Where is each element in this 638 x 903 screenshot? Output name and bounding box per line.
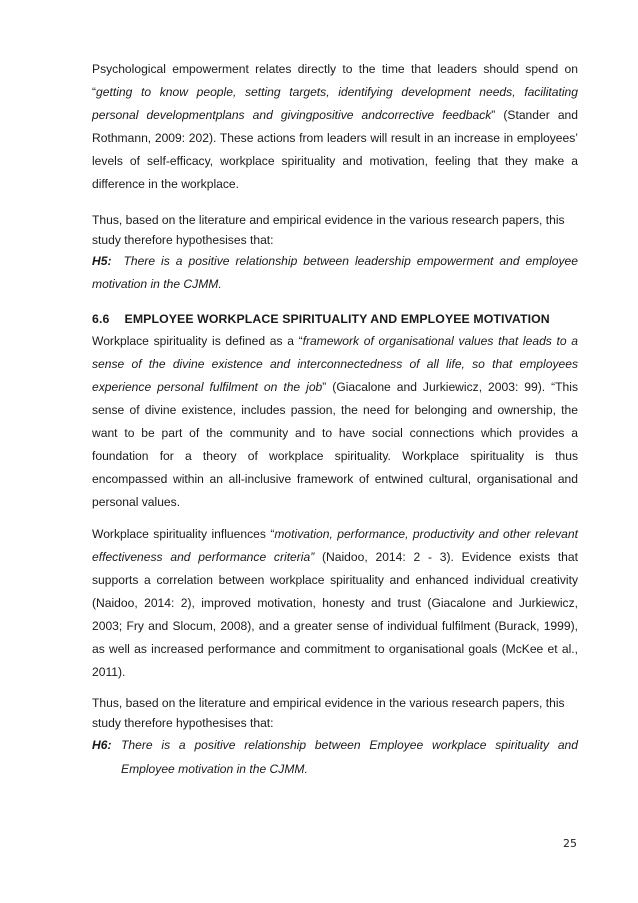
page-number: 25 bbox=[563, 837, 577, 850]
hypothesis-h5 bbox=[92, 250, 578, 296]
paragraph-hypothesis-intro-1: Thus, based on the literature and empirical evidence in the various research papers, this study therefore hypothesises that: bbox=[92, 213, 565, 247]
p3-text-end: ” (Giacalone and Jurkiewicz, 2003: 99). “This sense of divine existence, includes passion, the need for belonging and ownership, the want to be part of the community and to have social connections which provides a foundation for a theory of workplace spirituality. Workplace spirituality is thus encompassed within an all-inclusive framework of entwined cultural, organisational and personal values. bbox=[92, 380, 578, 509]
h6-label: H6: bbox=[92, 738, 112, 752]
paragraph-hypothesis-intro-2: Thus, based on the literature and empirical evidence in the various research papers, this study therefore hypothesises that: bbox=[92, 696, 565, 730]
p1-text-start: Psychological empowerment relates directly to the time that leaders should spend on “ bbox=[92, 62, 578, 99]
p3-quote: framework of organisational values that leads to a sense of the divine existence and interconnectedness of all life, so that employees experience personal fulfilment on the job bbox=[92, 334, 578, 394]
section-number: 6.6 bbox=[92, 312, 110, 326]
p4-quote: motivation, performance, productivity and other relevant effectiveness and performance criteria” bbox=[92, 527, 578, 564]
p4-text-start: Workplace spirituality influences “ bbox=[92, 527, 275, 541]
section-heading bbox=[92, 308, 578, 330]
paragraph-workplace-spirituality-influences bbox=[92, 523, 578, 684]
paragraph-workplace-spirituality-definition bbox=[92, 330, 578, 514]
p4-text-end: (Naidoo, 2014: 2 - 3). Evidence exists that supports a correlation between workplace spirituality and enhanced individual creativity (Naidoo, 2014: 2), improved motivation, honesty and trust (Giacalone and Jurkiewicz, 2003; Fry and Slocum, 2008), and a greater sense of individual fulfilment (Burack, 1999), as well as increased performance and commitment to organisational goals (McKee et al., 2011). bbox=[92, 550, 578, 679]
paragraph-psychological-empowerment bbox=[92, 58, 578, 196]
p3-text-start: Workplace spirituality is defined as a “ bbox=[92, 334, 303, 348]
h5-label: H5: bbox=[92, 254, 112, 268]
document-page bbox=[92, 58, 578, 781]
p1-quote: getting to know people, setting targets, identifying development needs, facilitating personal developmentplans and givingpositive andcorrective feedback bbox=[92, 85, 578, 122]
p1-text-end: ” (Stander and Rothmann, 2009: 202). These actions from leaders will result in an increase in employees’ levels of self-efficacy, workplace spirituality and motivation, feeling that they make a difference in the workplace. bbox=[92, 108, 578, 191]
h6-text: There is a positive relationship between Employee workplace spirituality and Employee motivation in the CJMM. bbox=[121, 738, 578, 776]
hypothesis-h6 bbox=[92, 733, 578, 781]
section-title: EMPLOYEE WORKPLACE SPIRITUALITY AND EMPLOYEE MOTIVATION bbox=[124, 312, 550, 326]
h5-text: There is a positive relationship between leadership empowerment and employee motivation in the CJMM. bbox=[92, 254, 578, 291]
